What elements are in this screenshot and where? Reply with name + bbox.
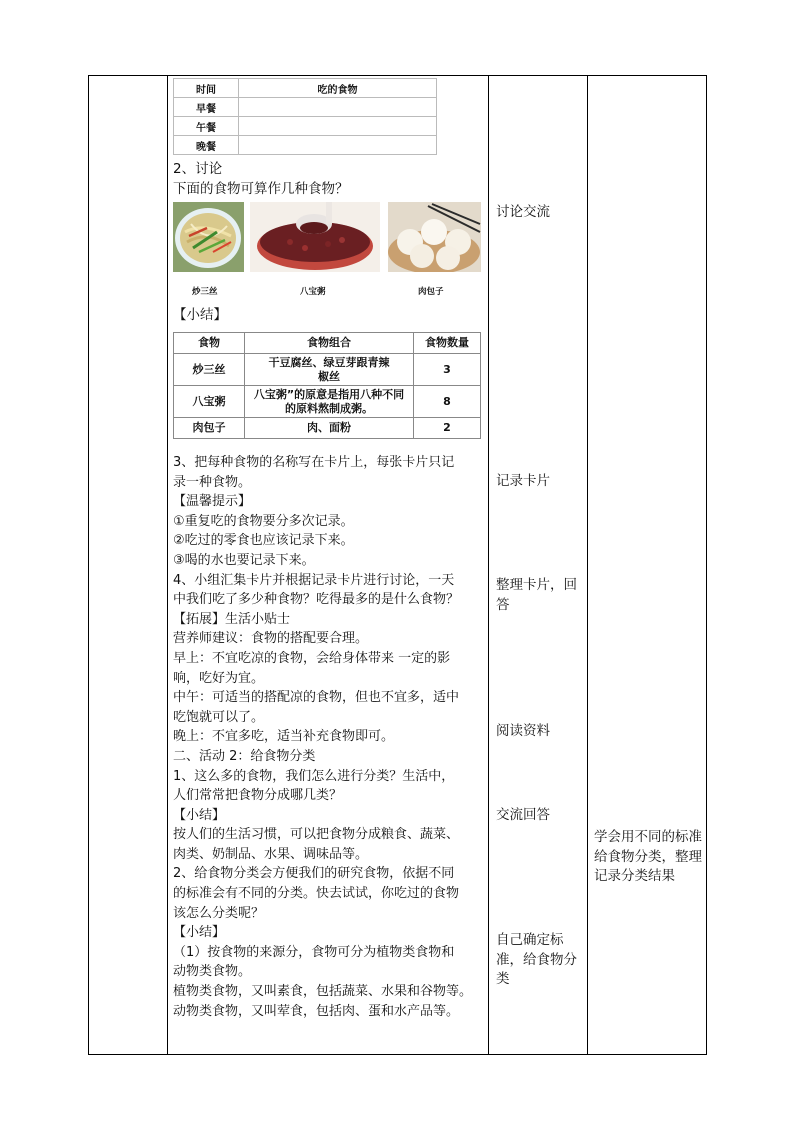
table-cell: 8 (414, 386, 481, 418)
photo-caption: 肉包子 (418, 287, 444, 297)
text-line: 下面的食物可算作几种食物？ (173, 180, 349, 197)
table-header-cell: 时间 (174, 79, 239, 98)
text-line: 4、小组汇集卡片并根据记录卡片进行讨论，一天 (173, 572, 455, 588)
table-cell: 干豆腐丝、绿豆芽跟青辣椒丝 (245, 354, 414, 386)
text-line: 录一种食物。 (173, 474, 252, 490)
text-line: （1）按食物的来源分，食物可分为植物类食物和 (173, 944, 455, 960)
text-line: 2、给食物分类会方便我们的研究食物，依据不同 (173, 866, 455, 882)
table-cell: 肉、面粉 (245, 418, 414, 439)
text-line: 动物类食物。 (173, 964, 252, 980)
congee-photo (250, 202, 380, 272)
table-row (174, 354, 481, 386)
text-line: 按人们的生活习惯，可以把食物分成粮食、蔬菜、 (173, 827, 460, 843)
food-log-table (173, 78, 437, 155)
text-line: 动物类食物，又叫荤食，包括肉、蛋和水产品等。 (173, 1003, 460, 1019)
text-line: 中午：可适当的搭配凉的食物，但也不宜多，适中 (173, 690, 460, 706)
table-row (174, 136, 437, 155)
summary-table (173, 332, 481, 439)
text-line: 2、讨论 (173, 161, 223, 177)
table-header-cell: 食物数量 (414, 333, 481, 354)
lesson-body (173, 453, 483, 1021)
text-line: 早上：不宜吃凉的食物，会给身体带来 一定的影 (173, 650, 451, 666)
text-line: 【拓展】生活小贴士 (173, 611, 291, 627)
text-line: ①重复吃的食物要分多次记录。 (173, 513, 354, 529)
text-line: 该怎么分类呢？ (173, 905, 265, 921)
steamed-buns-photo (388, 202, 481, 272)
table-header-cell: 食物 (174, 333, 245, 354)
table-header-cell: 吃的食物 (239, 79, 437, 98)
table-cell (239, 98, 437, 117)
activity-classify: 自己确定标准，给食物分类 (496, 932, 577, 988)
text-line: ②吃过的零食也应该记录下来。 (173, 533, 354, 549)
text-line: 【小结】 (173, 807, 226, 823)
activity-discuss: 讨论交流 (496, 204, 550, 220)
text-line: 【小结】 (173, 307, 227, 323)
table-row (174, 98, 437, 117)
learning-goal: 学会用不同的标准给食物分类，整理记录分类结果 (594, 829, 702, 885)
table-cell (239, 117, 437, 136)
column-divider-3 (587, 75, 588, 1055)
table-cell: 2 (414, 418, 481, 439)
activity-read: 阅读资料 (496, 723, 550, 739)
table-cell: 八宝粥”的原意是指用八种不同的原料熬制成粥。 (245, 386, 414, 418)
text-line: 【温馨提示】 (173, 494, 252, 510)
text-line: 1、这么多的食物，我们怎么进行分类？生活中， (173, 768, 455, 784)
text-line: 中我们吃了多少种食物？吃得最多的是什么食物？ (173, 592, 460, 608)
activity-organize-cards: 整理卡片，回答 (496, 577, 577, 613)
text-line: 响，吃好为宜。 (173, 670, 265, 686)
summary-label (173, 306, 273, 326)
column-divider-1 (167, 75, 168, 1055)
table-row (174, 386, 481, 418)
table-left-border (88, 75, 89, 1055)
text-line: 肉类、奶制品、水果、调味品等。 (173, 846, 369, 862)
text-line: ③喝的水也要记录下来。 (173, 552, 315, 568)
text-line: 人们常常把食物分成哪几类？ (173, 788, 343, 804)
table-top-border (88, 75, 707, 76)
table-right-border (706, 75, 707, 1055)
photo-caption: 八宝粥 (300, 287, 326, 297)
table-row (174, 333, 481, 354)
activity-answer: 交流回答 (496, 807, 550, 823)
text-line: 营养师建议：食物的搭配要合理。 (173, 631, 369, 647)
table-cell: 晚餐 (174, 136, 239, 155)
table-cell: 早餐 (174, 98, 239, 117)
photo-caption: 炒三丝 (192, 287, 218, 297)
table-cell (239, 136, 437, 155)
table-cell: 午餐 (174, 117, 239, 136)
table-cell: 八宝粥 (174, 386, 245, 418)
table-header-cell: 食物组合 (245, 333, 414, 354)
activity-record-cards: 记录卡片 (496, 473, 550, 489)
text-line: 的标准会有不同的分类。快去试试，你吃过的食物 (173, 886, 460, 902)
text-line: 【小结】 (173, 925, 226, 941)
column-divider-2 (488, 75, 489, 1055)
table-cell: 3 (414, 354, 481, 386)
table-cell: 肉包子 (174, 418, 245, 439)
table-row (174, 79, 437, 98)
text-line: 吃饱就可以了。 (173, 709, 265, 725)
text-line: 植物类食物，又叫素食，包括蔬菜、水果和谷物等。 (173, 984, 473, 1000)
text-line: 3、把每种食物的名称写在卡片上，每张卡片只记 (173, 455, 455, 470)
table-row (174, 418, 481, 439)
text-line: 晚上：不宜多吃，适当补充食物即可。 (173, 729, 395, 745)
stir-fry-noodles-photo (173, 202, 244, 272)
table-bottom-border (88, 1054, 707, 1055)
table-cell: 炒三丝 (174, 354, 245, 386)
text-line: 二、活动 2：给食物分类 (173, 748, 316, 764)
lesson-heading (173, 160, 483, 199)
table-row (174, 117, 437, 136)
